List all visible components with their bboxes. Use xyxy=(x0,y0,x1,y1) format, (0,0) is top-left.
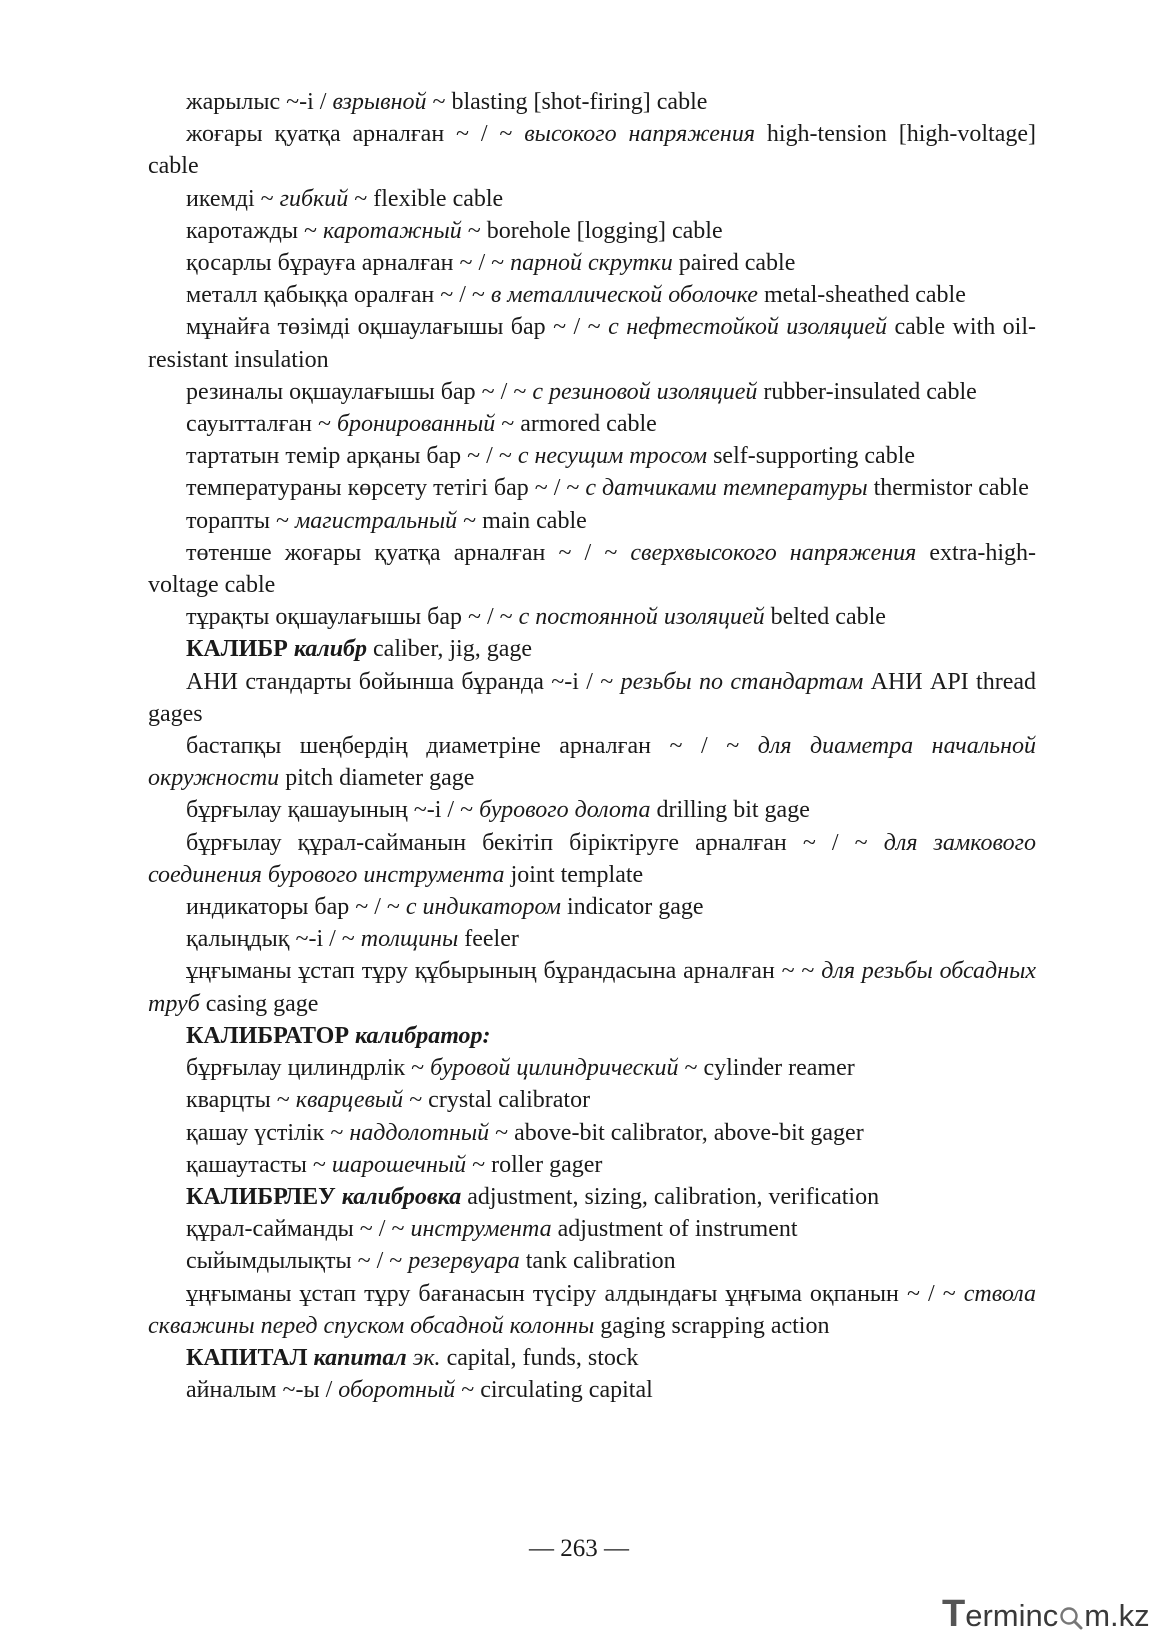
entry-russian-term: для замкового соединения бурового инструмента xyxy=(148,829,1037,888)
dictionary-entry xyxy=(148,1149,1036,1181)
logo-text-after: m.kz xyxy=(1084,1598,1150,1633)
entry-russian-term: гибкий xyxy=(279,185,349,212)
entry-text: ұңғыманы ұстап тұру бағанасын түсіру алдындағы ұңғыма оқпанын ~ / ~ xyxy=(186,1280,964,1307)
entry-russian-term: взрывной xyxy=(332,89,427,115)
entry-russian-term: парной скрутки xyxy=(510,250,673,277)
entry-russian-term: бурового долота xyxy=(479,797,651,824)
entry-text: АНИ API thread gages xyxy=(148,668,1037,727)
dictionary-entry xyxy=(148,537,1036,601)
entry-text: paired cable xyxy=(672,250,796,277)
dictionary-entry xyxy=(148,247,1036,279)
dictionary-entry xyxy=(148,633,1036,665)
entry-text: ~ flexible cable xyxy=(348,185,504,212)
dictionary-entry xyxy=(148,1117,1036,1149)
entry-text: ~ armored cable xyxy=(495,411,657,438)
entry-headword: КАПИТАЛ xyxy=(186,1344,314,1371)
entry-text: қашау үстілік ~ xyxy=(186,1119,350,1146)
entry-text: self-supporting cable xyxy=(707,443,916,470)
entry-text: каротажды ~ xyxy=(186,217,323,244)
entry-text: жарылыс ~-і / xyxy=(186,89,333,115)
entry-russian-term: с датчиками температуры xyxy=(585,475,868,502)
entry-headword: КАЛИБРЛЕУ xyxy=(186,1183,342,1210)
entry-text: жоғары қуатқа арналған ~ / ~ xyxy=(186,121,525,148)
entry-headword-russian: капитал xyxy=(313,1344,407,1371)
entry-text: тұрақты оқшаулағышы бар ~ / ~ xyxy=(186,604,519,631)
entry-text: extra-high-voltage cable xyxy=(148,539,1036,599)
entry-text: төтенше жоғары қуатқа арналған ~ / ~ xyxy=(186,539,631,566)
entry-russian-term: магистральный xyxy=(294,507,458,534)
dictionary-entry xyxy=(148,1084,1036,1116)
dictionary-entry xyxy=(148,86,1036,118)
entry-headword: КАЛИБРАТОР xyxy=(186,1022,355,1049)
dictionary-entry xyxy=(148,601,1036,633)
entry-headword-russian: калибратор: xyxy=(354,1022,491,1049)
entry-text: бұрғылау құрал-сайманын бекітіп біріктіруге арналған ~ / ~ xyxy=(186,829,884,856)
logo-text-before: erminc xyxy=(965,1598,1059,1633)
entry-headword-russian: калибровка xyxy=(341,1183,462,1210)
entry-text: кварцты ~ xyxy=(186,1087,296,1114)
entry-russian-term: буровой цилиндрический xyxy=(430,1055,679,1082)
entry-russian-term: для диаметра начальной окружности xyxy=(148,733,1036,792)
entry-text: ~ blasting [shot-firing] cable xyxy=(426,89,708,115)
entry-russian-term: каротажный xyxy=(322,217,462,244)
dictionary-entry xyxy=(148,891,1036,923)
dictionary-entry xyxy=(148,279,1036,311)
entry-text: adjustment of instrument xyxy=(551,1216,798,1243)
dictionary-entry xyxy=(148,1374,1036,1406)
entry-russian-term: резервуара xyxy=(408,1248,520,1275)
entry-russian-term: для резьбы обсадных труб xyxy=(148,958,1036,1017)
entry-text: ~ borehole [logging] cable xyxy=(461,217,723,244)
entry-russian-term: с нефтестойкой изоляцией xyxy=(608,314,888,341)
entry-text: сыйымдылықты ~ / ~ xyxy=(186,1248,409,1275)
dictionary-entry xyxy=(148,505,1036,537)
dictionary-entry xyxy=(148,794,1036,826)
entry-text: ~ crystal calibrator xyxy=(403,1087,591,1114)
entry-text: ұңғыманы ұстап тұру құбырының бұрандасына арналған ~ ~ xyxy=(186,958,822,985)
magnifier-icon xyxy=(1058,1598,1084,1633)
entry-text: gaging scrapping action xyxy=(594,1312,830,1339)
entry-text: rubber-insulated cable xyxy=(757,378,977,405)
entry-text: сауытталған ~ xyxy=(186,411,337,438)
entry-russian-term: резьбы по стандартам xyxy=(620,668,864,695)
entry-text: ~ circulating capital xyxy=(455,1377,653,1404)
entry-text: drilling bit gage xyxy=(650,797,810,824)
entry-text: cable with oil-resistant insulation xyxy=(148,314,1036,373)
entry-text: ~ roller gager xyxy=(466,1151,603,1178)
dictionary-entry xyxy=(148,408,1036,440)
entry-text: бұрғылау қашауының ~-і / ~ xyxy=(186,797,480,824)
entry-russian-term: с постоянной изоляцией xyxy=(518,604,765,631)
dictionary-entry xyxy=(148,730,1036,794)
entry-text: casing gage xyxy=(199,990,319,1017)
dictionary-entry xyxy=(148,1278,1036,1342)
entry-text: торапты ~ xyxy=(186,507,295,534)
dictionary-entry xyxy=(148,666,1036,730)
entry-russian-term: ствола скважины перед спуском обсадной колонны xyxy=(148,1280,1036,1339)
dictionary-entry xyxy=(148,1342,1036,1374)
entry-russian-term: сверхвысокого напряжения xyxy=(630,539,917,566)
entry-russian-term: наддолотный xyxy=(349,1119,490,1146)
entry-russian-term: инструмента xyxy=(410,1216,552,1243)
entry-russian-term: с несущим тросом xyxy=(517,443,708,470)
entry-text: икемді ~ xyxy=(186,185,280,212)
entry-text: қашаутасты ~ xyxy=(186,1151,332,1178)
entry-text: indicator gage xyxy=(560,894,704,921)
entry-russian-term: с индикатором xyxy=(405,894,561,921)
logo-initial: T xyxy=(942,1593,966,1635)
entry-text: мұнайға төзімді оқшаулағышы бар ~ / ~ xyxy=(186,314,609,341)
dictionary-entry xyxy=(148,1020,1036,1052)
dictionary-entry xyxy=(148,1052,1036,1084)
entry-text: pitch diameter gage xyxy=(279,765,475,792)
entry-text: температураны көрсету тетігі бар ~ / ~ xyxy=(186,475,586,502)
entry-russian-term: толщины xyxy=(360,926,459,953)
entry-russian-term: с резиновой изоляцией xyxy=(532,378,758,405)
entry-text: high-tension [high-voltage] cable xyxy=(148,121,1036,180)
entry-text: capital, funds, stock xyxy=(440,1344,639,1371)
dictionary-entry xyxy=(148,1213,1036,1245)
dictionary-entry xyxy=(148,376,1036,408)
dictionary-entry xyxy=(148,440,1036,472)
entry-text: adjustment, sizing, calibration, verification xyxy=(461,1183,880,1210)
dictionary-entry xyxy=(148,1245,1036,1277)
entry-text: АНИ стандарты бойынша бұранда ~-і / ~ xyxy=(186,668,621,695)
entry-headword: КАЛИБР xyxy=(186,636,294,663)
entry-text: айналым ~-ы / xyxy=(186,1377,339,1404)
entry-text: бастапқы шеңбердің диаметріне арналған ~ / ~ xyxy=(186,733,758,760)
dictionary-entry xyxy=(148,955,1036,1019)
page-number: — 263 — xyxy=(529,1535,629,1562)
entry-russian-term: в металлической оболочке xyxy=(490,282,758,309)
entry-text: металл қабыққа оралған ~ / ~ xyxy=(186,282,491,309)
dictionary-entry xyxy=(148,923,1036,955)
entry-text: feeler xyxy=(458,926,519,953)
entry-text: tank calibration xyxy=(519,1248,676,1275)
entry-text: ~ main cable xyxy=(457,507,587,534)
entry-text: бұрғылау цилиндрлік ~ xyxy=(186,1055,431,1082)
site-logo xyxy=(942,1593,1150,1633)
entry-text: caliber, jig, gage xyxy=(367,636,532,663)
dictionary-entry xyxy=(148,1181,1036,1213)
dictionary-entries xyxy=(148,86,1036,1406)
entry-text: belted cable xyxy=(764,604,886,631)
entry-russian-term: высокого напряжения xyxy=(524,121,755,148)
entry-text: ~ above-bit calibrator, above-bit gager xyxy=(489,1119,864,1146)
dictionary-entry xyxy=(148,215,1036,247)
entry-russian-term: эк. xyxy=(406,1344,441,1371)
entry-text: ~ cylinder reamer xyxy=(678,1055,855,1082)
entry-text: тартатын темір арқаны бар ~ / ~ xyxy=(186,443,518,470)
entry-russian-term: бронированный xyxy=(336,411,496,438)
entry-text: қалыңдық ~-і / ~ xyxy=(186,926,361,953)
dictionary-entry xyxy=(148,827,1036,891)
entry-text: құрал-сайманды ~ / ~ xyxy=(186,1216,411,1243)
entry-russian-term: кварцевый xyxy=(295,1087,404,1114)
dictionary-entry xyxy=(148,311,1036,375)
dictionary-entry xyxy=(148,183,1036,215)
entry-text: резиналы оқшаулағышы бар ~ / ~ xyxy=(186,378,533,405)
dictionary-entry xyxy=(148,118,1036,182)
dictionary-entry xyxy=(148,472,1036,504)
entry-text: индикаторы бар ~ / ~ xyxy=(186,894,406,921)
entry-text: thermistor cable xyxy=(867,475,1029,502)
entry-russian-term: оборотный xyxy=(338,1377,456,1404)
entry-headword-russian: калибр xyxy=(293,636,368,663)
entry-text: joint template xyxy=(504,861,644,888)
entry-text: қосарлы бұрауға арналған ~ / ~ xyxy=(186,250,511,277)
entry-russian-term: шарошечный xyxy=(331,1151,467,1178)
entry-text: metal-sheathed cable xyxy=(757,282,966,309)
